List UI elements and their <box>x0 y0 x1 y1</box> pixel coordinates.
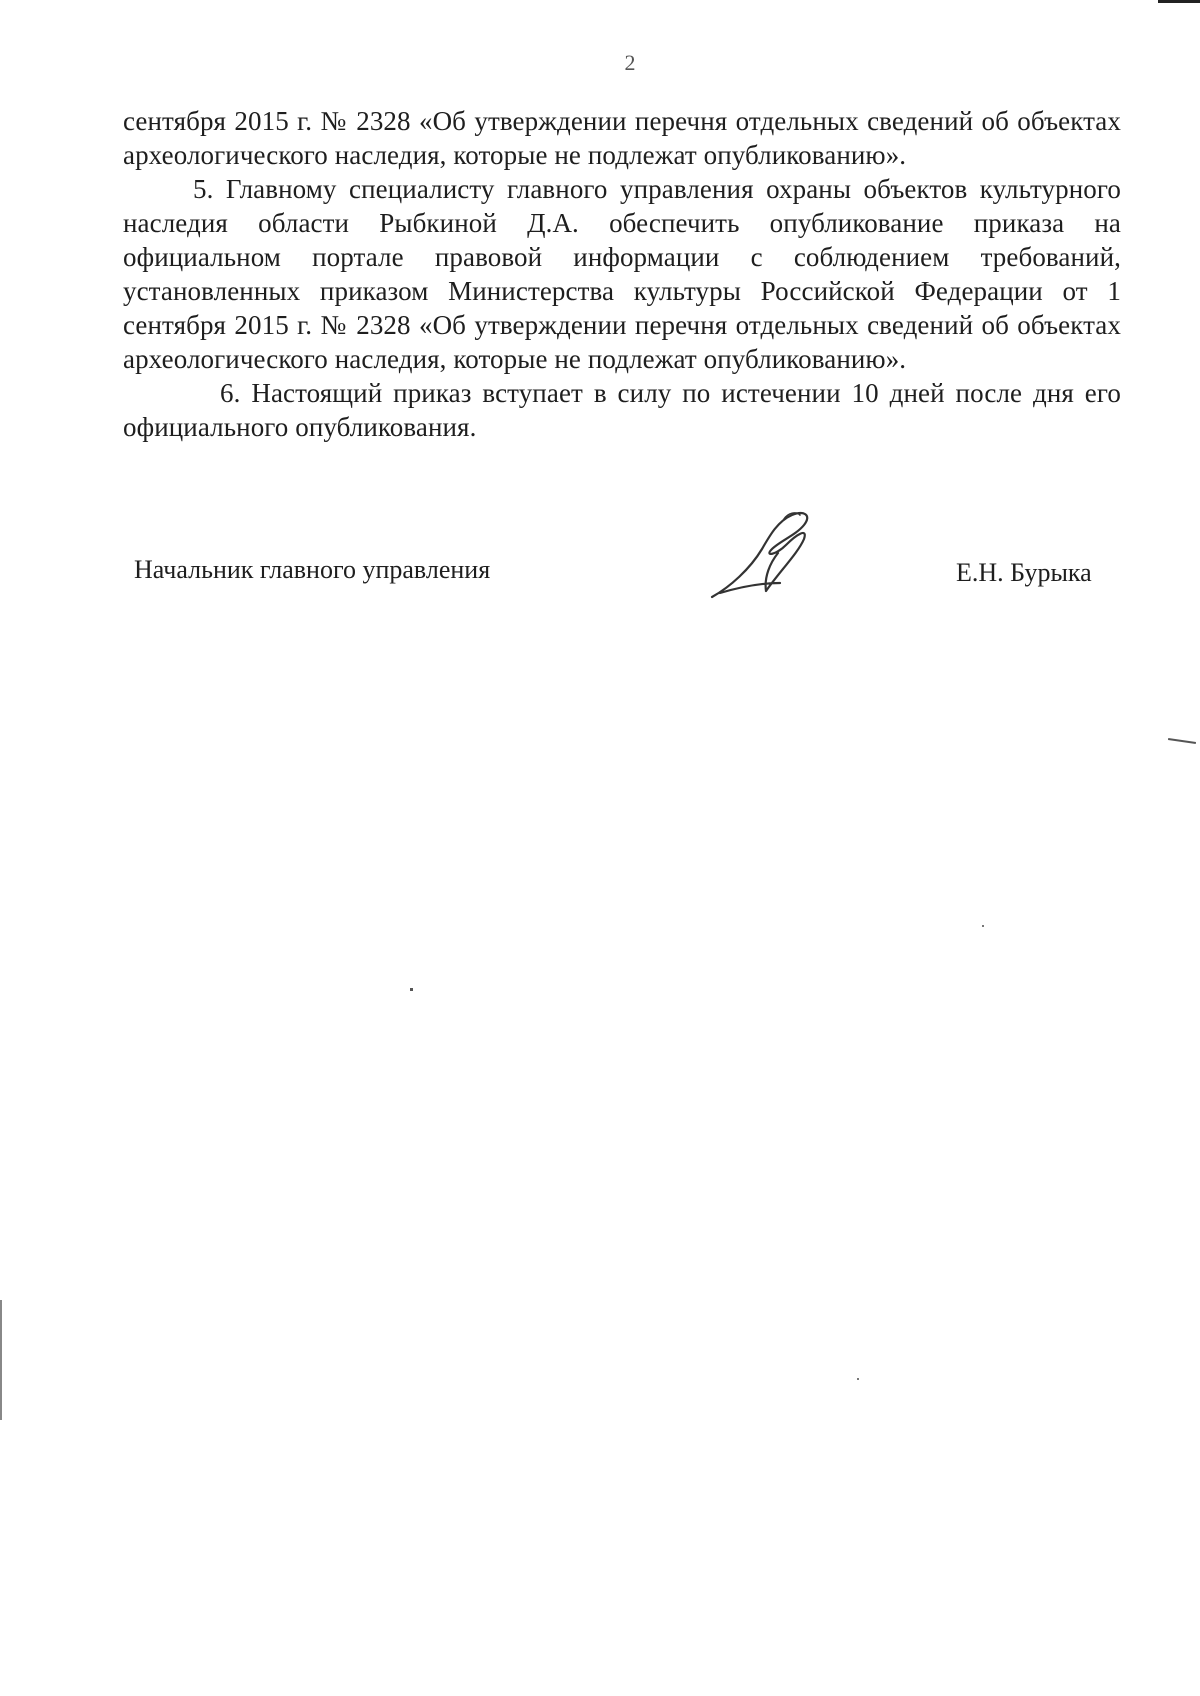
scan-artifact-top-right <box>1158 0 1200 3</box>
signature-block <box>0 555 1200 615</box>
scan-dot-1 <box>410 988 413 991</box>
scan-artifact-right-edge <box>1168 738 1196 744</box>
scan-dot-2 <box>982 925 984 927</box>
scan-dot-3 <box>857 1378 859 1380</box>
page-number: 2 <box>624 50 636 75</box>
document-body <box>123 104 1121 444</box>
signer-title: Начальник главного управления <box>134 555 491 584</box>
paragraph-item-6: 6. Настоящий приказ вступает в силу по истечении 10 дней после дня его официального опубликования. <box>123 378 1121 442</box>
paragraph-continuation: сентября 2015 г. № 2328 «Об утверждении перечня отдельных сведений об объектах археологического наследия, которые не подлежат опубликованию». <box>123 106 1121 170</box>
scan-artifact-left-edge <box>0 1300 2 1420</box>
paragraph-item-5: 5. Главному специалисту главного управления охраны объектов культурного наследия области Рыбкиной Д.А. обеспечить опубликование приказа на официальном портале правовой информации с соблюдением требований, установленных приказом Министерства культуры Российской Федерации от 1 сентября 2015 г. № 2328 «Об утверждении перечня отдельных сведений об объектах археологического наследия, которые не подлежат опубликованию». <box>123 174 1121 374</box>
signer-name: Е.Н. Бурыка <box>956 558 1092 587</box>
